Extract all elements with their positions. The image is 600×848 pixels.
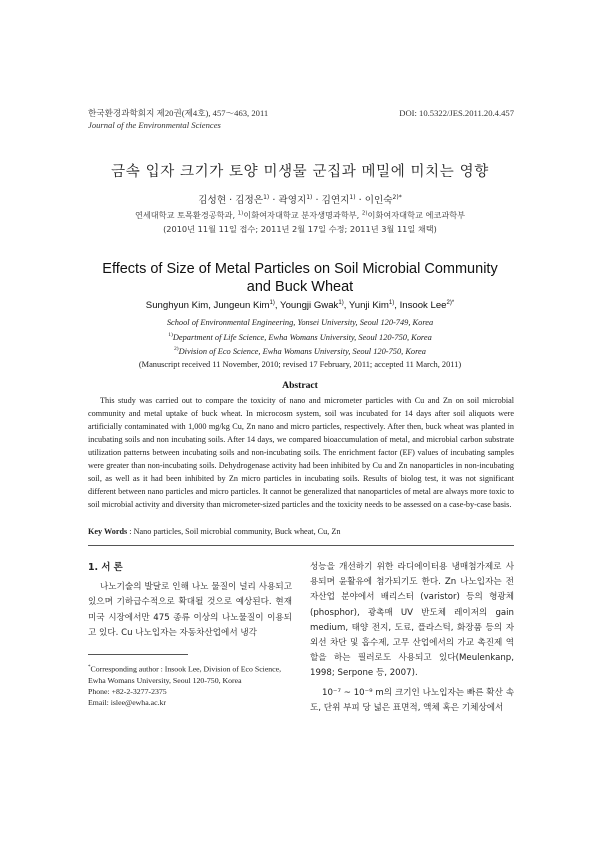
author-affiliation-mark: 1)	[306, 193, 313, 201]
affiliation-text: Department of Life Science, Ewha Womans University, Seoul 120-750, Korea	[172, 332, 432, 342]
body-column-right	[310, 560, 514, 716]
author-name: Youngji Gwak	[280, 300, 339, 312]
korean-title: 금속 입자 크기가 토양 미생물 군집과 메밀에 미치는 영향	[111, 164, 489, 180]
korean-author-list: 김성현 · 김정은$^{1)}$ · 곽영지$^{1)}$ · 김연지$^{1)}$ · 이인숙$^{2)*}$	[198, 193, 402, 206]
english-affiliation	[0, 332, 600, 342]
journal-header	[88, 108, 268, 131]
author-name: Yunji Kim	[348, 300, 389, 312]
abstract-heading: Abstract	[282, 380, 318, 391]
author-name: Jungeun Kim	[213, 300, 270, 312]
author-name: 곽영지	[278, 195, 307, 206]
author-name: 김성현	[198, 195, 227, 206]
affiliation-text: 이화여자대학교 에코과학부	[367, 210, 466, 220]
affiliation-text: 이화여자대학교 분자생명과학부,	[243, 210, 360, 220]
journal-name-english: Journal of the Environmental Sciences	[88, 119, 221, 130]
author-name: Sunghyun Kim,	[145, 300, 211, 312]
author-affiliation-mark: 1)	[269, 300, 275, 306]
footnote-mark: *	[88, 665, 91, 670]
keywords	[88, 527, 514, 536]
affiliation-mark: 2)	[361, 210, 368, 217]
footnote-rule	[88, 654, 188, 655]
abstract-body: This study was carried out to compare the toxicity of nano and micrometer particles with Cu and Zn on soil microbial community and metal uptake of buck wheat. In microcosm system, soil was incubated for 14 days after soil aliquots were artificially contaminated with 1,000 mg/kg Cu, Zn nano and micro particles, respectively. After then, buck wheat was planted in incubating soils and non incubating soils. After 14 days, we compared bioaccumulation of metal, and microbial carbon substrate utilization patterns between incubating soils and non-incubating soils. The enrichment factor (EF) values of incubating samples were greater than non-incubating soils. Dehydrogenase activity had been inhibited by Cu and Zn nanoparticles in non-incubating soil, as well as it had been inhibited by Zn micro particles in incubating soils. Results of biolog test, it was not significant different between nano particles and micro particles. It cannot be generalized that nanoparticles of metal are always more toxic to soil microbial activity and diversity than micrometer-sized particles and the toxicity needs to be assessed on a case-by-case basis.	[88, 396, 514, 509]
footnote-phone: Phone: +82-2-3277-2375	[88, 687, 167, 696]
doi-text: DOI: 10.5322/JES.2011.20.4.457	[399, 108, 514, 118]
english-affiliation: School of Environmental Engineering, Yonsei University, Seoul 120-749, Korea	[166, 318, 434, 327]
section-heading: 1. 서 론	[88, 562, 123, 573]
english-author-list: Sunghyun Kim, Jungeun Kim$^{1)}$, Youngji Gwak$^{1)}$, Yunji Kim$^{1)}$, Insook Lee$^{2)*}$	[145, 300, 455, 312]
body-paragraph: 10⁻⁷ ~ 10⁻⁹ m의 크기인 나노입자는 빠른 확산 속도, 단위 부피 당 넓은 표면적, 액체 혹은 기체상에서	[310, 687, 514, 713]
affiliation-mark: 1)	[168, 332, 173, 338]
keywords-text: : Nano particles, Soil microbial community, Buck wheat, Cu, Zn	[129, 527, 341, 536]
author-affiliation-mark: 1)	[349, 193, 356, 201]
author-name: 이인숙	[364, 195, 393, 206]
english-affiliation	[0, 346, 600, 356]
english-title: Effects of Size of Metal Particles on Soil Microbial Community and Buck Wheat	[102, 261, 498, 295]
author-affiliation-mark: 1)	[263, 193, 270, 201]
body-paragraph: 나노기술의 발달로 인해 나노 물질이 널리 사용되고 있으며 기하급수적으로 확대될 것으로 예상된다. 현재 미국 시장에서만 475 종류 이상의 나노물질이 이용되고 있다. Cu 나노입자는 자동차산업에서 냉각	[88, 582, 292, 638]
author-name: 김연지	[321, 195, 350, 206]
korean-affiliations	[0, 210, 600, 221]
section-divider	[88, 545, 514, 546]
journal-citation-korean: 한국환경과학회지 제20권(제4호), 457～463, 2011	[88, 108, 269, 118]
corresponding-author-footnote	[88, 662, 292, 708]
body-column-left	[88, 560, 292, 641]
author-name: Insook Lee	[399, 300, 447, 312]
author-affiliation-mark: 1)	[388, 300, 395, 306]
author-affiliation-mark: 2)*	[446, 300, 455, 306]
author-name: 김정은	[235, 195, 264, 206]
author-affiliation-mark: 1)	[338, 300, 344, 306]
affiliation-text: 연세대학교 토목환경공학과,	[134, 210, 236, 220]
footnote-email: Email: islee@ewha.ac.kr	[88, 698, 166, 708]
english-manuscript-dates: (Manuscript received 11 November, 2010; revised 17 February, 2011; accepted 11 March, 2011)	[138, 360, 462, 369]
body-paragraph: 성능을 개선하기 위한 라디에이터용 냉매첨가제로 사용되며 윤활유에 첨가되기도 한다. Zn 나노입자는 전자산업 분야에서 배리스터 (varistor) 등의 형광체 (phosphor), 광촉매 UV 반도체 레이저의 gain medium, 태양 전지, 도료, 플라스틱, 화장품 등의 자외선 차단 및 흡수제, 고무 산업에서의 가교 촉진제 역할을 하는 필러로도 사용되고 있다(Meulenkanp, 1998; Serpone 등, 2007).	[310, 562, 514, 679]
affiliation-mark: 1)	[237, 210, 244, 217]
affiliation-text: Division of Eco Science, Ewha Womans University, Seoul 120-750, Korea	[178, 346, 426, 356]
korean-manuscript-dates: (2010년 11월 11일 접수; 2011년 2월 17일 수정; 2011년 3월 11일 채택)	[163, 224, 437, 234]
keywords-label: Key Words	[88, 527, 128, 536]
author-affiliation-mark: 2)*	[392, 193, 402, 201]
footnote-text: Corresponding author : Insook Lee, Division of Eco Science, Ewha Womans University, Seoul 120-750, Korea	[88, 664, 282, 685]
affiliation-mark: 2)	[174, 346, 179, 352]
